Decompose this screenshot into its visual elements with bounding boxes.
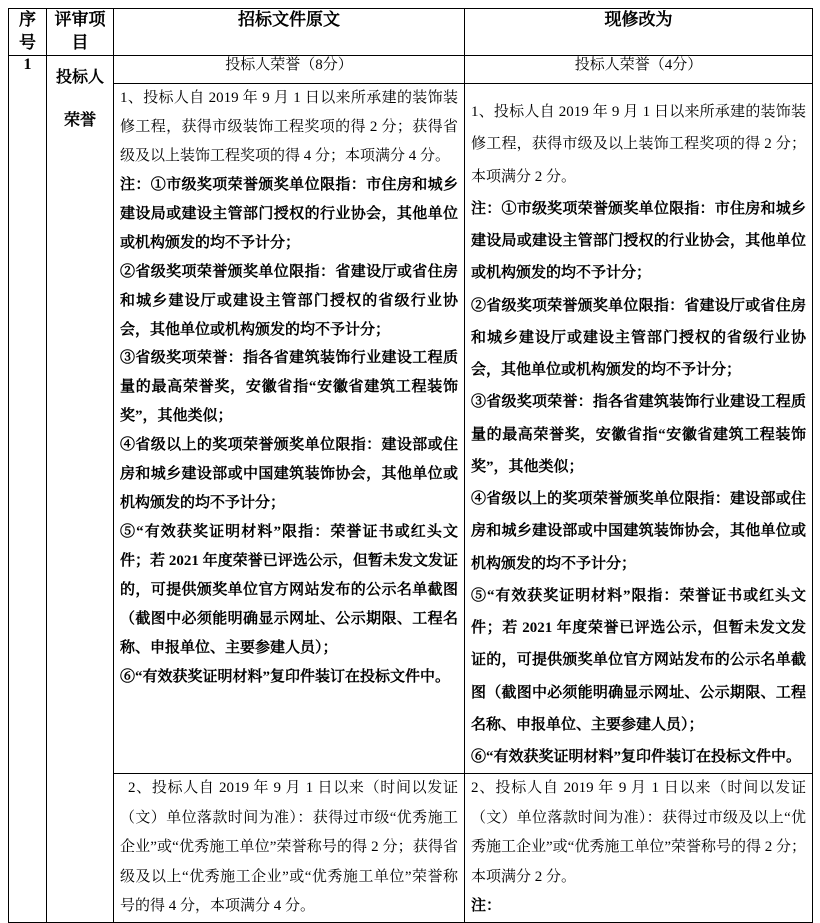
header-revised-text: 现修改为: [465, 9, 813, 56]
revised-note-paragraph: ④省级以上的奖项荣誉颁奖单位限指：建设部或住房和城乡建设部或中国建筑装饰协会，其他单位或机构颁发的均不予计分；: [471, 491, 806, 572]
original-intro-paragraph: 1、投标人自 2019 年 9 月 1 日以来所承建的装饰装修工程，获得市级装饰工程奖项的得 2 分；获得省级及以上装饰工程奖项的得 4 分；本项满分 4 分。: [120, 90, 458, 164]
revised-note-paragraph: ⑥“有效获奖证明材料”复印件装订在投标文件中。: [471, 749, 802, 765]
revised-note-paragraph: 注：①市级奖项荣誉颁奖单位限指：市住房和城乡建设局或建设主管部门授权的行业协会，其他单位或机构颁发的均不予计分；: [471, 200, 806, 282]
revised-note-paragraph: ②省级奖项荣誉颁奖单位限指：省建设厅或省住房和城乡建设厅或建设主管部门授权的省级行业协会，其他单位或机构颁发的均不予计分；: [471, 297, 806, 378]
revised-subheader: 投标人荣誉（4分）: [465, 56, 813, 84]
original-note-paragraph: ③省级奖项荣誉：指各省建筑装饰行业建设工程质量的最高荣誉奖，安徽省指“安徽省建筑工程装饰奖”，其他类似；: [120, 350, 458, 425]
table-header-row: [9, 9, 813, 56]
revised-notes-list: [471, 193, 806, 774]
revised-content-cell: [465, 84, 813, 774]
original-note-paragraph: ②省级奖项荣誉颁奖单位限指：省建设厅或省住房和城乡建设厅或建设主管部门授权的省级行业协会，其他单位或机构颁发的均不予计分；: [120, 263, 458, 338]
second-clause-row: [9, 774, 813, 923]
revised-intro-paragraph: 1、投标人自 2019 年 9 月 1 日以来所承建的装饰装修工程，获得市级及以上装饰工程奖项的得 2 分；本项满分 2 分。: [471, 104, 806, 185]
review-item-cell: 投标人荣誉: [47, 56, 114, 923]
revised-second-clause-cell: [465, 774, 813, 923]
review-comparison-table: [8, 8, 813, 923]
header-review-item: 评审项目: [47, 9, 114, 56]
revised-note-tail: 注：: [471, 898, 502, 915]
original-notes-list: [120, 171, 458, 692]
original-second-clause-cell: [114, 774, 465, 923]
header-serial-number: 序号: [9, 9, 47, 56]
original-subheader: 投标人荣誉（8分）: [114, 56, 465, 84]
original-second-clause: 2、投标人自 2019 年 9 月 1 日以来（时间以发证（文）单位落款时间为准）：获得过市级“优秀施工企业”或“优秀施工单位”荣誉称号的得 2 分；获得省级及以上“优秀施工企业”或“优秀施工单位”荣誉称号的得 4 分，本项满分 4 分。: [120, 780, 458, 915]
original-note-paragraph: ⑤“有效获奖证明材料”限指：荣誉证书或红头文件；若 2021 年度荣誉已评选公示，但暂未发文发证的，可提供颁奖单位官方网站发布的公示名单截图（截图中必须能明确显示网址、公示期限、工程名称、申报单位、主要参建人员）；: [120, 524, 458, 656]
main-content-row: [9, 84, 813, 774]
revised-note-paragraph: ⑤“有效获奖证明材料”限指：荣誉证书或红头文件；若 2021 年度荣誉已评选公示，但暂未发文发证的，可提供颁奖单位官方网站发布的公示名单截图（截图中必须能明确显示网址、公示期限、工程名称、申报单位、主要参建人员）；: [471, 587, 806, 733]
subheader-row: [9, 56, 813, 84]
original-note-paragraph: 注：①市级奖项荣誉颁奖单位限指：市住房和城乡建设局或建设主管部门授权的行业协会，其他单位或机构颁发的均不予计分；: [120, 176, 458, 251]
original-content-cell: [114, 84, 465, 774]
original-note-paragraph: ⑥“有效获奖证明材料”复印件装订在投标文件中。: [120, 668, 451, 685]
original-note-paragraph: ④省级以上的奖项荣誉颁奖单位限指：建设部或住房和城乡建设部或中国建筑装饰协会，其他单位或机构颁发的均不予计分；: [120, 437, 458, 512]
revised-second-clause: 2、投标人自 2019 年 9 月 1 日以来（时间以发证（文）单位落款时间为准）：获得过市级及以上“优秀施工企业”或“优秀施工单位”荣誉称号的得 2 分；本项满分 2 分。: [471, 780, 806, 885]
serial-number-cell: 1: [9, 56, 47, 923]
revised-note-paragraph: ③省级奖项荣誉：指各省建筑装饰行业建设工程质量的最高荣誉奖，安徽省指“安徽省建筑工程装饰奖”，其他类似；: [471, 394, 806, 475]
header-original-text: 招标文件原文: [114, 9, 465, 56]
